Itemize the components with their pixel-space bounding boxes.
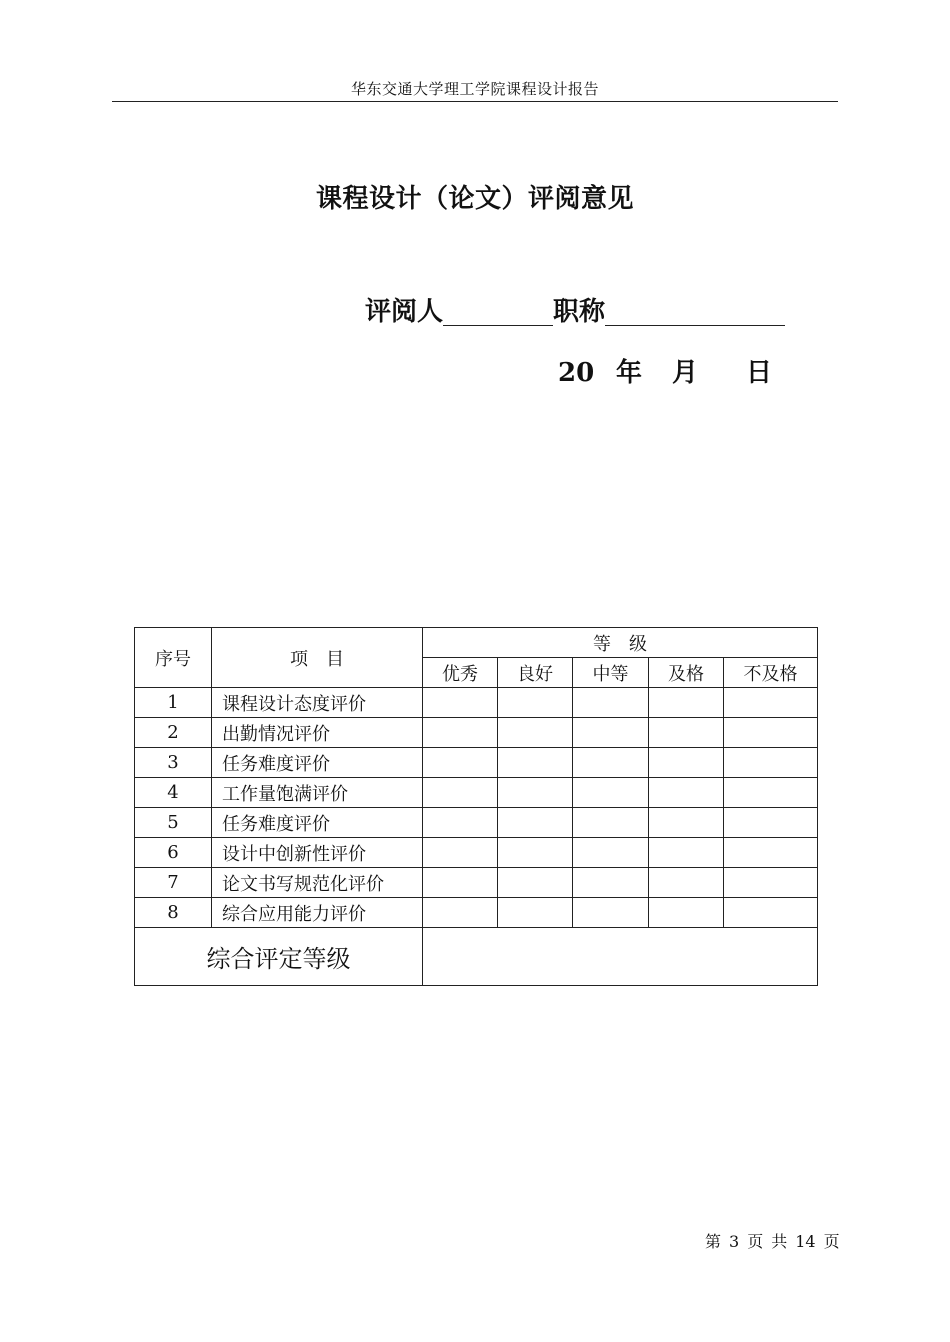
grade-level-pass: 及格 bbox=[649, 658, 724, 688]
grade-cell[interactable] bbox=[423, 868, 498, 898]
grade-cell[interactable] bbox=[724, 748, 818, 778]
grade-cell[interactable] bbox=[573, 718, 649, 748]
grade-cell[interactable] bbox=[498, 898, 573, 928]
grade-cell[interactable] bbox=[649, 778, 724, 808]
page-footer bbox=[705, 1229, 848, 1252]
grade-cell[interactable] bbox=[423, 898, 498, 928]
grade-cell[interactable] bbox=[724, 718, 818, 748]
table-row bbox=[135, 838, 818, 868]
col-header-grade: 等 级 bbox=[423, 628, 818, 658]
summary-row bbox=[135, 928, 818, 986]
grade-cell[interactable] bbox=[498, 718, 573, 748]
grade-cell[interactable] bbox=[498, 778, 573, 808]
grade-cell[interactable] bbox=[573, 838, 649, 868]
grade-cell[interactable] bbox=[498, 748, 573, 778]
grade-cell[interactable] bbox=[649, 898, 724, 928]
grade-cell[interactable] bbox=[649, 748, 724, 778]
row-number: 4 bbox=[135, 778, 212, 808]
grade-cell[interactable] bbox=[724, 898, 818, 928]
grade-cell[interactable] bbox=[573, 898, 649, 928]
row-number: 7 bbox=[135, 868, 212, 898]
grade-cell[interactable] bbox=[649, 838, 724, 868]
month-label: 月 bbox=[672, 358, 699, 388]
current-page-number: 3 bbox=[729, 1232, 740, 1251]
row-item: 综合应用能力评价 bbox=[212, 898, 423, 928]
grade-cell[interactable] bbox=[649, 808, 724, 838]
row-number: 2 bbox=[135, 718, 212, 748]
grade-cell[interactable] bbox=[724, 868, 818, 898]
reviewer-title-blank bbox=[605, 295, 785, 326]
grade-cell[interactable] bbox=[573, 808, 649, 838]
row-number: 6 bbox=[135, 838, 212, 868]
date-line bbox=[558, 352, 772, 389]
row-number: 1 bbox=[135, 688, 212, 718]
footer-word: 共 bbox=[771, 1232, 788, 1251]
grade-cell[interactable] bbox=[423, 748, 498, 778]
grade-cell[interactable] bbox=[573, 748, 649, 778]
reviewer-line bbox=[365, 294, 785, 328]
row-item: 工作量饱满评价 bbox=[212, 778, 423, 808]
row-number: 8 bbox=[135, 898, 212, 928]
footer-word: 页 bbox=[747, 1232, 764, 1251]
grade-cell[interactable] bbox=[573, 688, 649, 718]
reviewer-name-blank bbox=[443, 295, 553, 326]
grade-level-good: 良好 bbox=[498, 658, 573, 688]
table-row bbox=[135, 688, 818, 718]
grade-cell[interactable] bbox=[423, 688, 498, 718]
table-row bbox=[135, 868, 818, 898]
grade-cell[interactable] bbox=[423, 808, 498, 838]
footer-word: 页 bbox=[823, 1232, 840, 1251]
row-number: 3 bbox=[135, 748, 212, 778]
table-row bbox=[135, 808, 818, 838]
grade-cell[interactable] bbox=[498, 838, 573, 868]
grade-cell[interactable] bbox=[573, 868, 649, 898]
col-header-item: 项 目 bbox=[212, 628, 423, 688]
page-title: 课程设计（论文）评阅意见 bbox=[315, 184, 634, 214]
grade-cell[interactable] bbox=[724, 838, 818, 868]
table-row bbox=[135, 898, 818, 928]
year-prefix: 20 bbox=[558, 358, 595, 388]
grade-cell[interactable] bbox=[423, 778, 498, 808]
row-item: 任务难度评价 bbox=[212, 808, 423, 838]
grade-level-fail: 不及格 bbox=[724, 658, 818, 688]
row-item: 设计中创新性评价 bbox=[212, 838, 423, 868]
total-page-count: 14 bbox=[795, 1232, 816, 1251]
row-item: 论文书写规范化评价 bbox=[212, 868, 423, 898]
table-row bbox=[135, 778, 818, 808]
summary-grade-cell[interactable] bbox=[423, 928, 818, 986]
day-label: 日 bbox=[746, 358, 773, 388]
grade-level-average: 中等 bbox=[573, 658, 649, 688]
grade-cell[interactable] bbox=[498, 808, 573, 838]
reviewer-label: 评阅人 bbox=[365, 297, 444, 327]
grade-cell[interactable] bbox=[423, 838, 498, 868]
row-item: 任务难度评价 bbox=[212, 748, 423, 778]
grade-cell[interactable] bbox=[649, 868, 724, 898]
header-rule bbox=[112, 101, 838, 102]
grade-cell[interactable] bbox=[423, 718, 498, 748]
table-row bbox=[135, 748, 818, 778]
summary-label: 综合评定等级 bbox=[135, 928, 423, 986]
row-item: 出勤情况评价 bbox=[212, 718, 423, 748]
reviewer-title-label: 职称 bbox=[553, 297, 606, 327]
row-number: 5 bbox=[135, 808, 212, 838]
grade-cell[interactable] bbox=[573, 778, 649, 808]
grade-table bbox=[134, 627, 818, 986]
col-header-index: 序号 bbox=[135, 628, 212, 688]
grade-cell[interactable] bbox=[724, 778, 818, 808]
grade-cell[interactable] bbox=[498, 688, 573, 718]
grade-cell[interactable] bbox=[724, 808, 818, 838]
grade-cell[interactable] bbox=[649, 688, 724, 718]
year-label: 年 bbox=[616, 358, 643, 388]
row-item: 课程设计态度评价 bbox=[212, 688, 423, 718]
footer-word: 第 bbox=[705, 1232, 722, 1251]
grade-cell[interactable] bbox=[724, 688, 818, 718]
table-row bbox=[135, 718, 818, 748]
grade-cell[interactable] bbox=[649, 718, 724, 748]
running-header: 华东交通大学理工学院课程设计报告 bbox=[350, 80, 599, 98]
grade-cell[interactable] bbox=[498, 868, 573, 898]
grade-level-excellent: 优秀 bbox=[423, 658, 498, 688]
